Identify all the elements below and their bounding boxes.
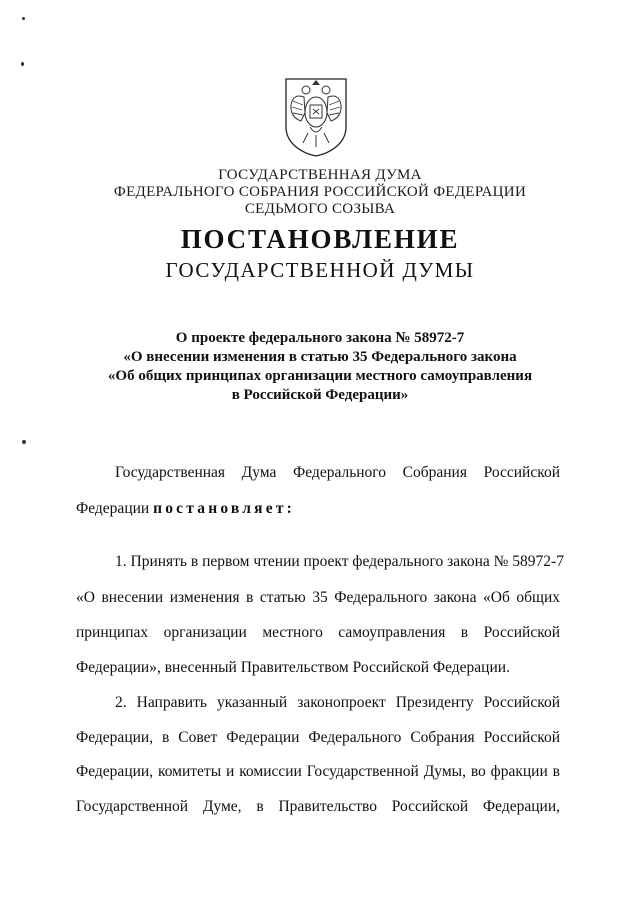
bill-title-line: О проекте федерального закона № 58972-7 bbox=[175, 330, 465, 346]
resolves-word: постановляет: bbox=[153, 500, 295, 517]
item-2-line: 2. Направить указанный законопроект Президенту Российской bbox=[115, 694, 560, 711]
bill-title-line: «Об общих принципах организации местного самоуправления bbox=[107, 368, 533, 384]
coat-of-arms-emblem-icon bbox=[283, 77, 349, 157]
parliament-name: ГОСУДАРСТВЕННАЯ ДУМА bbox=[218, 167, 422, 183]
item-2-line: Государственной Думе, в Правительство Российской Федерации, bbox=[76, 798, 560, 815]
item-1-line: принципах организации местного самоуправления в Российской bbox=[76, 624, 560, 641]
item-1-line: 1. Принять в первом чтении проект федерального закона № 58972-7 bbox=[115, 553, 564, 570]
preamble-line bbox=[76, 499, 560, 519]
item-2-line: Федерации, комитеты и комиссии Государственной Думы, во фракции в bbox=[76, 763, 560, 780]
item-1-line: «О внесении изменения в статью 35 Федерального закона «Об общих bbox=[76, 589, 560, 606]
scan-speck bbox=[22, 17, 25, 20]
bill-title bbox=[0, 329, 640, 405]
preamble-prefix: Федерации bbox=[76, 500, 150, 517]
bill-title-line: «О внесении изменения в статью 35 Федерального закона bbox=[123, 349, 517, 365]
preamble-line: Государственная Дума Федерального Собрания Российской bbox=[115, 464, 560, 481]
scan-speck bbox=[22, 440, 26, 444]
item-2-line: Федерации, в Совет Федерации Федерального Собрания Российской bbox=[76, 729, 560, 746]
document-title: ПОСТАНОВЛЕНИЕ bbox=[180, 224, 460, 254]
scan-speck bbox=[21, 62, 24, 66]
document-subtitle: ГОСУДАРСТВЕННОЙ ДУМЫ bbox=[165, 258, 475, 282]
item-1-line: Федерации», внесенный Правительством Российской Федерации. bbox=[76, 659, 510, 676]
bill-title-line: в Российской Федерации» bbox=[231, 387, 409, 403]
convocation: СЕДЬМОГО СОЗЫВА bbox=[244, 201, 396, 217]
federal-assembly-name: ФЕДЕРАЛЬНОГО СОБРАНИЯ РОССИЙСКОЙ ФЕДЕРАЦИИ bbox=[113, 184, 527, 200]
